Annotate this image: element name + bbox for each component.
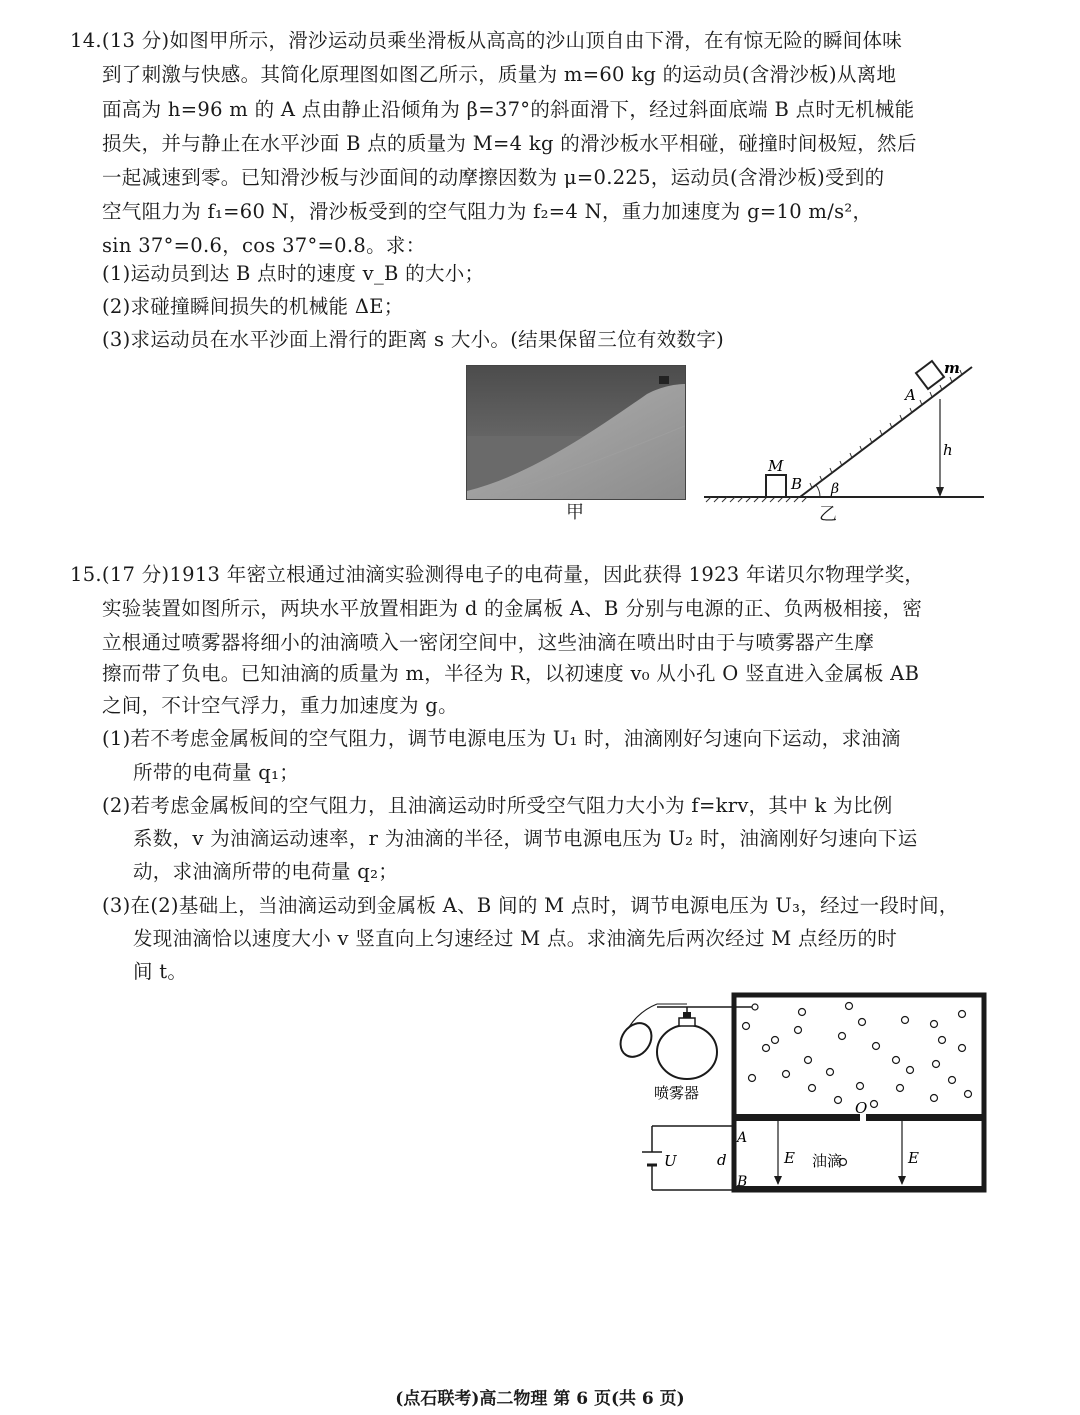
millikan-apparatus-diagram — [612, 990, 992, 1200]
q14-line-4: 损失，并与静止在水平沙面 B 点的质量为 M=4 kg 的滑沙板水平相碰，碰撞时间极短，然后 — [102, 132, 917, 155]
plate-B — [734, 1186, 984, 1192]
figure-yi-incline-diagram — [700, 355, 990, 520]
figure-jia-photo — [466, 365, 686, 500]
block-m — [916, 361, 944, 389]
q14-line-5: 一起减速到零。已知滑沙板与沙面间的动摩擦因数为 μ=0.225，运动员(含滑沙板)受到的 — [102, 166, 885, 189]
label-B: B — [791, 475, 803, 493]
label-O: O — [855, 1099, 868, 1117]
figure-yi-caption: 乙 — [819, 504, 837, 525]
label-M: M — [768, 457, 784, 475]
q14-line-1: 14.(13 分)如图甲所示，滑沙运动员乘坐滑板从高高的沙山顶自由下滑，在有惊无险的瞬间体味 — [70, 29, 903, 52]
q14-sub-1: (1)运动员到达 B 点时的速度 v_B 的大小； — [102, 262, 485, 285]
q14-line-7: sin 37°=0.6，cos 37°=0.8。求： — [102, 234, 426, 257]
q15-sub3-line-3: 间 t。 — [133, 960, 188, 983]
figure-jia-caption: 甲 — [566, 502, 584, 523]
label-A-plate: A — [737, 1130, 748, 1146]
plate-A-right — [866, 1114, 984, 1121]
label-m: m — [944, 359, 960, 377]
page-footer: (点石联考)高二物理 第 6 页(共 6 页) — [395, 1389, 685, 1409]
q15-sub2-line-2: 系数，v 为油滴运动速率，r 为油滴的半径，调节电源电压为 U₂ 时，油滴刚好匀速向下运 — [133, 827, 918, 850]
label-U: U — [664, 1152, 677, 1170]
label-E1: E — [784, 1149, 795, 1167]
q15-sub1-line-1: (1)若不考虑金属板间的空气阻力，调节电源电压为 U₁ 时，油滴刚好匀速向下运动，求油滴 — [102, 727, 901, 750]
q15-sub3-line-1: (3)在(2)基础上，当油滴运动到金属板 A、B 间的 M 点时，调节电源电压为 U₃，经过一段时间， — [102, 894, 959, 917]
q15-line-4: 擦而带了负电。已知油滴的质量为 m，半径为 R，以初速度 v₀ 从小孔 O 竖直进入金属板 AB — [102, 662, 920, 685]
label-droplet: 油滴 — [812, 1152, 843, 1170]
label-A: A — [905, 386, 916, 404]
q14-line-6: 空气阻力为 f₁=60 N，滑沙板受到的空气阻力为 f₂=4 N，重力加速度为 g=10 m/s²， — [102, 200, 873, 223]
label-B-plate: B — [737, 1174, 748, 1190]
sand-dune-illustration — [467, 366, 685, 499]
label-beta: β — [831, 481, 840, 497]
incline-hatching — [810, 370, 962, 488]
q15-sub2-line-3: 动，求油滴所带的电荷量 q₂； — [133, 860, 398, 883]
q14-line-3: 面高为 h=96 m 的 A 点由静止沿倾角为 β=37°的斜面滑下，经过斜面底端 B 点时无机械能 — [102, 98, 915, 121]
q15-line-5: 之间，不计空气浮力，重力加速度为 g。 — [102, 694, 458, 717]
q15-sub3-line-2: 发现油滴恰以速度大小 v 竖直向上匀速经过 M 点。求油滴先后两次经过 M 点经历的时 — [133, 927, 898, 950]
q14-sub-2: (2)求碰撞瞬间损失的机械能 ΔE； — [102, 295, 404, 318]
q15-line-2: 实验装置如图所示，两块水平放置相距为 d 的金属板 A、B 分别与电源的正、负两极相接，密 — [102, 597, 923, 620]
q14-sub-3: (3)求运动员在水平沙面上滑行的距离 s 大小。(结果保留三位有效数字) — [102, 328, 725, 351]
board-M — [766, 475, 786, 497]
q14-line-2: 到了刺激与快感。其简化原理图如图乙所示，质量为 m=60 kg 的运动员(含滑沙板)从离地 — [102, 63, 897, 86]
label-d: d — [717, 1151, 727, 1169]
q15-line-1: 15.(17 分)1913 年密立根通过油滴实验测得电子的电荷量，因此获得 1923 年诺贝尔物理学奖， — [70, 563, 925, 586]
label-E2: E — [908, 1149, 919, 1167]
plate-A-left — [734, 1114, 860, 1121]
q15-line-3: 立根通过喷雾器将细小的油滴喷入一密闭空间中，这些油滴在喷出时由于与喷雾器产生摩 — [102, 631, 875, 654]
q15-sub1-line-2: 所带的电荷量 q₁； — [133, 761, 299, 784]
oil-droplets — [743, 1003, 972, 1166]
label-h: h — [943, 441, 953, 459]
q15-sub2-line-1: (2)若考虑金属板间的空气阻力，且油滴运动时所受空气阻力大小为 f=krv，其中 k 为比例 — [102, 794, 893, 817]
label-sprayer: 喷雾器 — [654, 1084, 700, 1102]
